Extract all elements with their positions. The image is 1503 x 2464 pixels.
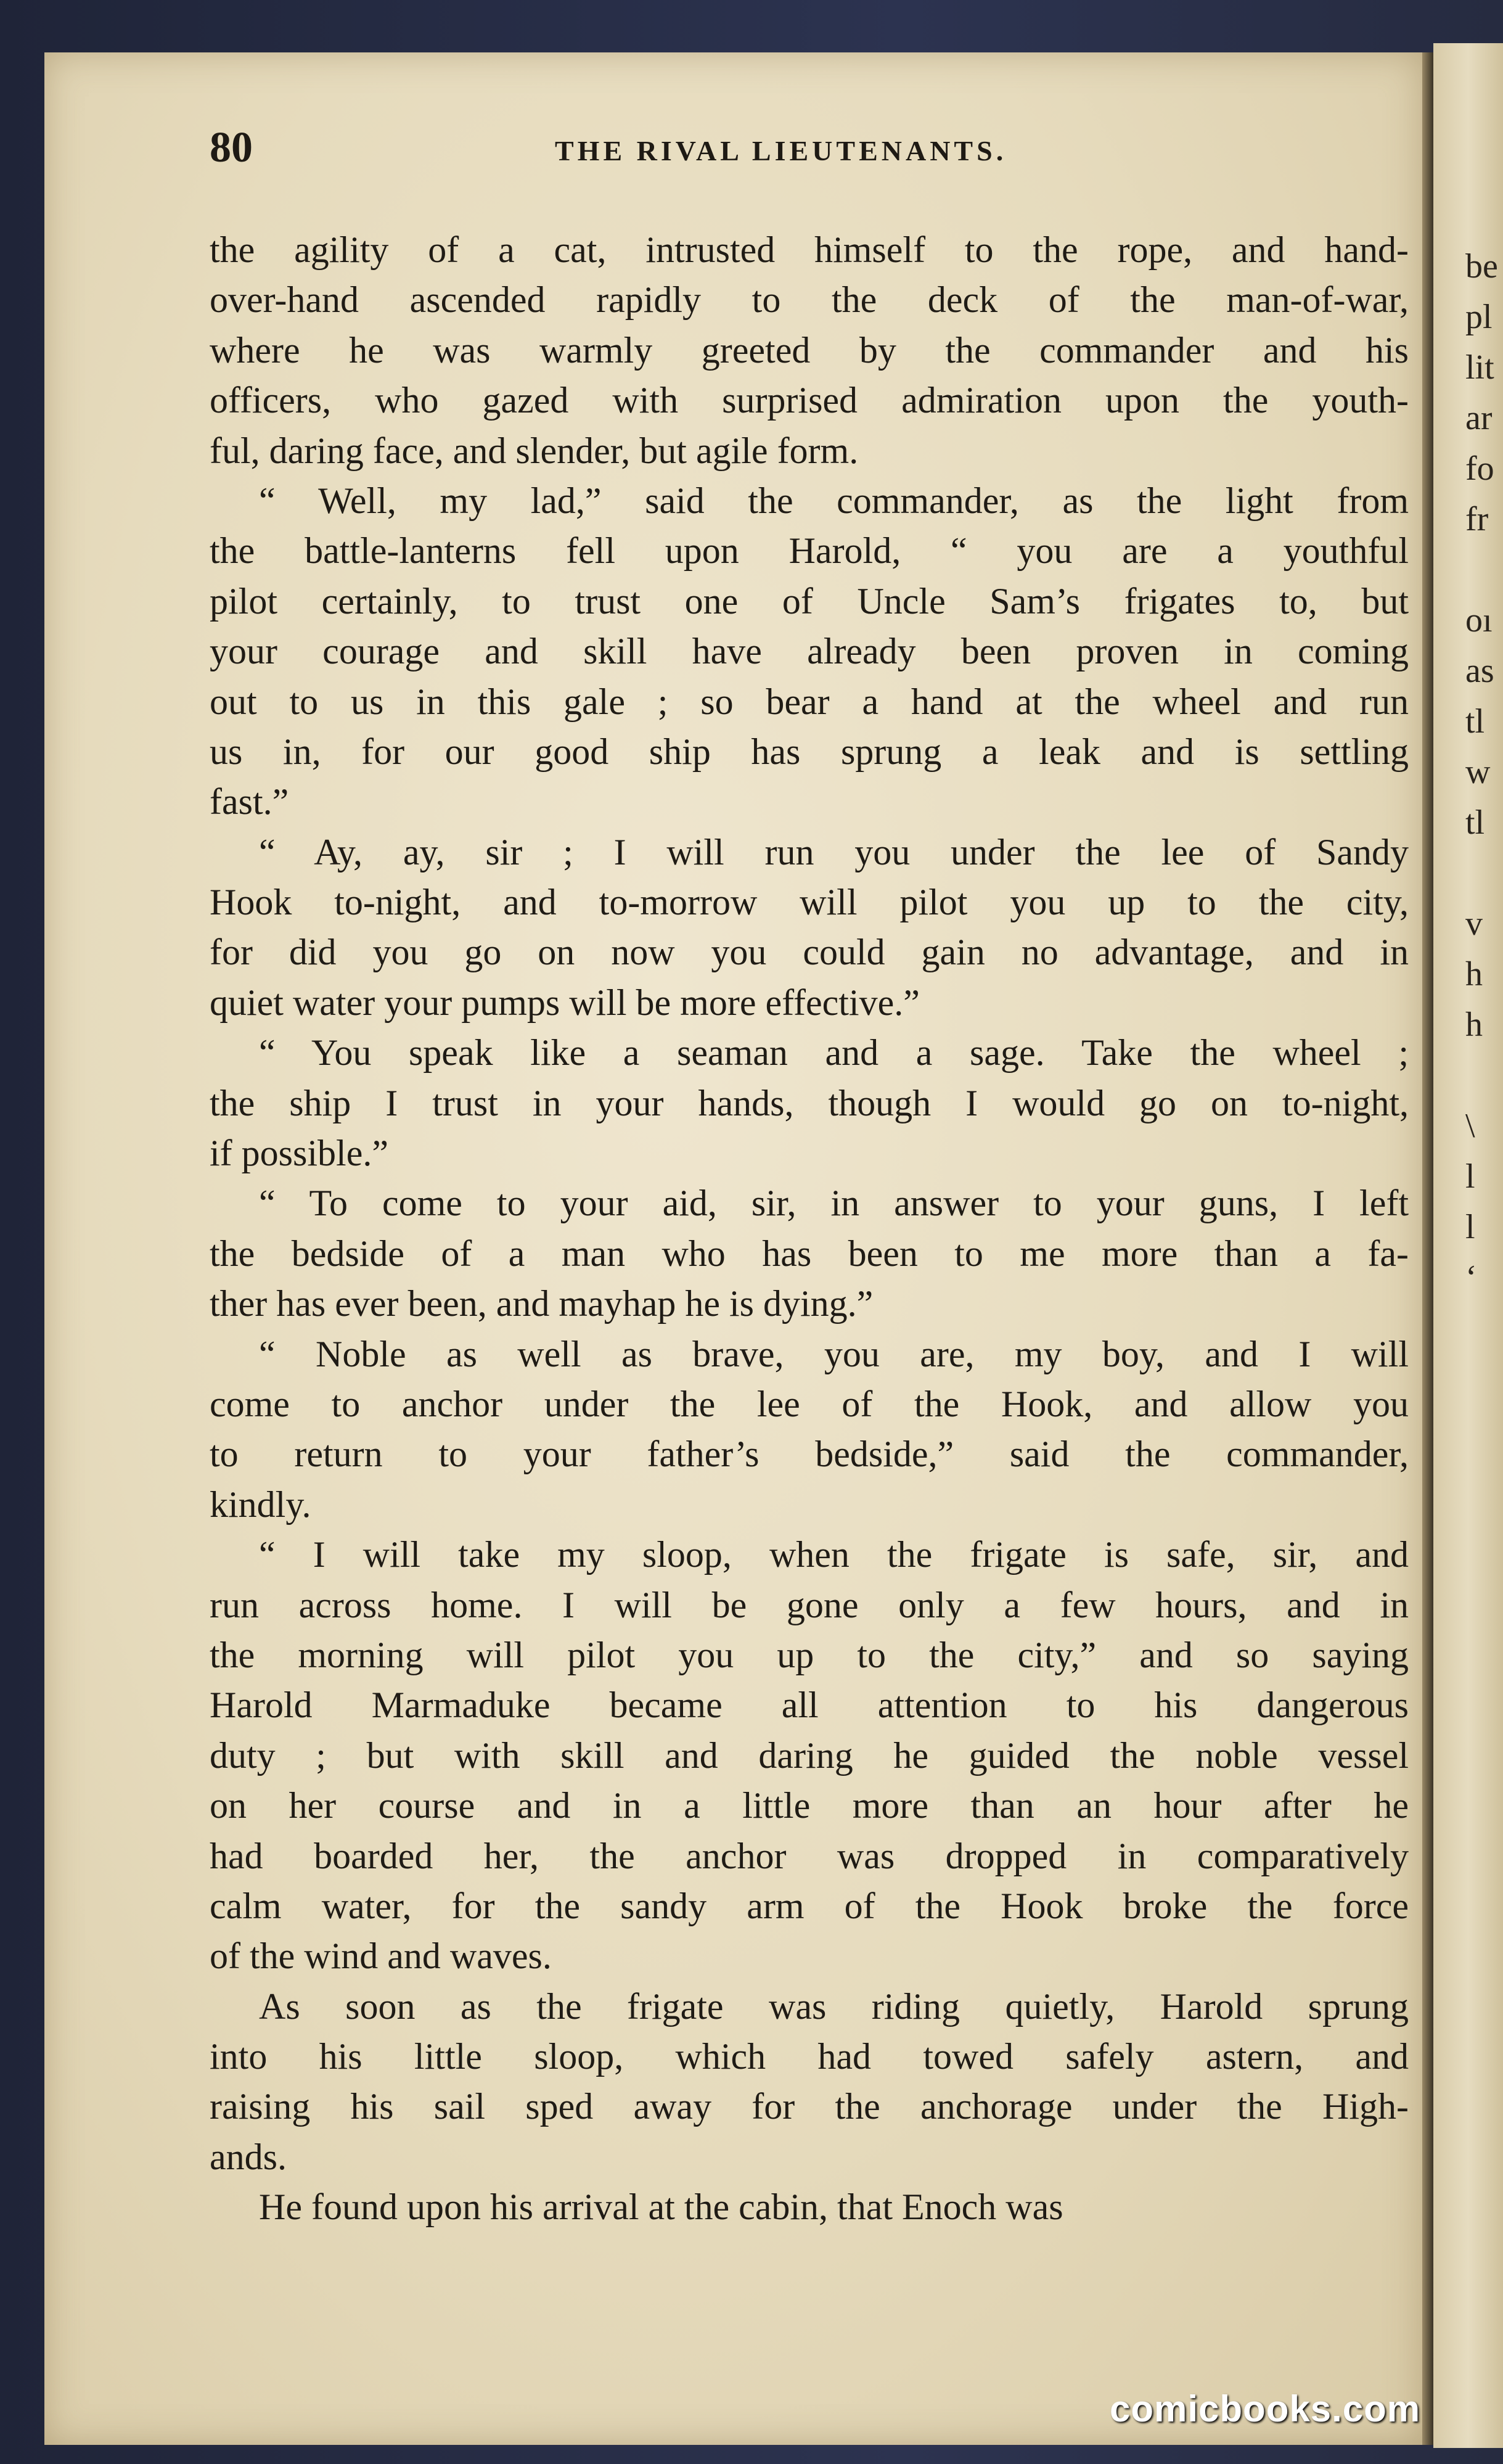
facing-page-fragment: fo [1465, 450, 1494, 488]
facing-page-fragment: pl [1465, 298, 1493, 336]
text-line: ands. [210, 2136, 287, 2177]
facing-page-fragment: tl [1465, 803, 1485, 842]
text-line: into his little sloop, which had towed safely astern, and [210, 2036, 1409, 2077]
facing-page-fragment: l [1465, 1208, 1475, 1246]
text-line: on her course and in a little more than an hour after he [210, 1785, 1409, 1826]
text-line: us in, for our good ship has sprung a leak and is settling [210, 731, 1409, 772]
body-text [210, 225, 1409, 2233]
text-line: fast.” [210, 781, 289, 823]
facing-page-fragment: \ [1465, 1107, 1475, 1145]
text-line: out to us in this gale ; so bear a hand at the wheel and run [210, 681, 1409, 722]
text-line: over-hand ascended rapidly to the deck of the man-of-war, [210, 279, 1409, 321]
text-line: calm water, for the sandy arm of the Hook broke the force [210, 1885, 1409, 1926]
text-line: the bedside of a man who has been to me more than a fa- [210, 1233, 1409, 1274]
text-line: of the wind and waves. [210, 1936, 552, 1977]
text-line: “ Ay, ay, sir ; I will run you under the lee of Sandy [259, 831, 1409, 873]
facing-page-fragment: tl [1465, 702, 1485, 741]
page-number: 80 [210, 124, 253, 171]
text-line: kindly. [210, 1484, 311, 1525]
text-line: “ You speak like a seaman and a sage. Take the wheel ; [259, 1032, 1409, 1074]
facing-page-fragment: h [1465, 1006, 1483, 1044]
text-line: the ship I trust in your hands, though I would go on to-night, [210, 1082, 1409, 1123]
facing-page-fragment: fr [1465, 500, 1489, 538]
facing-page-fragment: v [1465, 905, 1483, 943]
text-line: had boarded her, the anchor was dropped in comparatively [210, 1835, 1409, 1876]
text-line: “ Noble as well as brave, you are, my boy, and I will [259, 1333, 1409, 1374]
text-line: “ I will take my sloop, when the frigate is safe, sir, and [259, 1534, 1409, 1575]
text-line: come to anchor under the lee of the Hook, and allow you [210, 1383, 1409, 1424]
facing-page-fragment: ar [1465, 399, 1493, 437]
text-line: He found upon his arrival at the cabin, that Enoch was [259, 2187, 1063, 2228]
text-line: ful, daring face, and slender, but agile form. [210, 430, 859, 471]
text-line: your courage and skill have already been proven in coming [210, 631, 1409, 672]
facing-page-fragment: l [1465, 1157, 1475, 1196]
facing-page-edge [1433, 43, 1503, 2448]
facing-page-fragment: as [1465, 652, 1494, 690]
facing-page-fragment: w [1465, 753, 1491, 791]
facing-page-fragment: lit [1465, 348, 1494, 387]
watermark: comicbooks.com [1110, 2388, 1421, 2429]
text-line: for did you go on now you could gain no advantage, and in [210, 932, 1409, 973]
text-line: the morning will pilot you up to the city,” and so saying [210, 1634, 1409, 1675]
text-line: Hook to-night, and to-morrow will pilot you up to the city, [210, 882, 1409, 923]
text-line: duty ; but with skill and daring he guided the noble vessel [210, 1735, 1409, 1776]
text-line: to return to your father’s bedside,” said the commander, [210, 1434, 1409, 1475]
text-line: run across home. I will be gone only a few hours, and in [210, 1584, 1409, 1625]
text-line: As soon as the frigate was riding quietly, Harold sprung [259, 1986, 1409, 2027]
facing-page-fragment: ‘ [1465, 1259, 1477, 1297]
text-line: where he was warmly greeted by the commander and his [210, 329, 1409, 371]
page-header [210, 123, 1406, 173]
text-line: if possible.” [210, 1133, 388, 1174]
facing-page-fragment: be [1465, 247, 1498, 285]
text-line: quiet water your pumps will be more effective.” [210, 982, 920, 1023]
text-line: “ Well, my lad,” said the commander, as the light from [259, 480, 1409, 521]
running-title: THE RIVAL LIEUTENANTS. [555, 135, 1007, 166]
text-line: Harold Marmaduke became all attention to his dangerous [210, 1685, 1409, 1726]
text-line: the battle-lanterns fell upon Harold, “ you are a youthful [210, 530, 1409, 572]
facing-page-fragment: h [1465, 955, 1483, 993]
text-line: officers, who gazed with surprised admiration upon the youth- [210, 380, 1409, 421]
facing-page-fragment: oı [1465, 601, 1493, 639]
text-line: “ To come to your aid, sir, in answer to your guns, I left [259, 1183, 1409, 1224]
text-line: ther has ever been, and mayhap he is dying.” [210, 1283, 874, 1324]
text-line: pilot certainly, to trust one of Uncle Sam’s frigates to, but [210, 580, 1409, 622]
text-line: raising his sail sped away for the anchorage under the High- [210, 2086, 1409, 2127]
text-line: the agility of a cat, intrusted himself to the rope, and hand- [210, 229, 1409, 270]
